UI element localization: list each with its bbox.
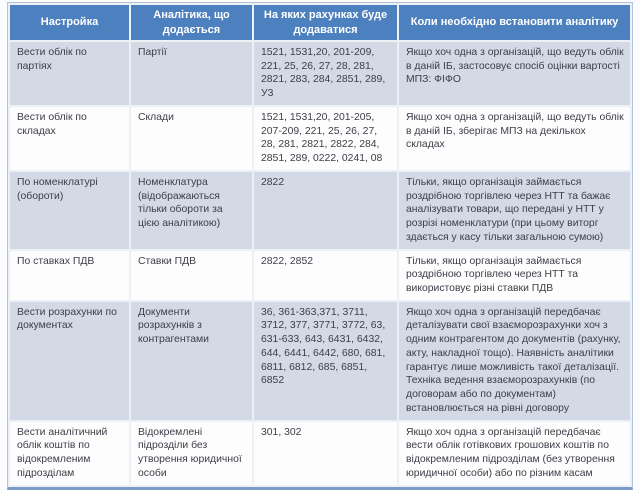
cell-setting: По ставках ПДВ [10,251,129,300]
cell-setting: Вести розрахунки по документах [10,302,129,420]
settings-analytics-table [8,3,632,487]
cell-accounts: 1521, 1531,20, 201-209, 221, 25, 26, 27, 28, 281, 2821, 283, 284, 2851, 289, У3 [254,42,397,105]
table-row [10,422,630,485]
header-row [10,5,630,40]
cell-accounts: 1521, 1531,20, 201-205, 207-209, 221, 25, 26, 27, 28, 281, 2821, 2822, 284, 2851, 289, 0222, 0241, 08 [254,107,397,170]
table-row [10,172,630,249]
cell-analytics: Номенклатура (відображаються тільки обороти за цією аналітикою) [131,172,252,249]
cell-setting: По номенклатурі (обороти) [10,172,129,249]
column-header-setting: Настройка [10,5,129,40]
table-row [10,251,630,300]
cell-setting: Вести облік по складах [10,107,129,170]
cell-accounts: 301, 302 [254,422,397,485]
cell-when: Якщо хоч одна з організацій, що ведуть облік в даній ІБ, зберігає МПЗ на декількох складах [399,107,630,170]
table-row [10,107,630,170]
cell-analytics: Документи розрахунків з контрагентами [131,302,252,420]
cell-when: Якщо хоч одна з організацій передбачає деталізувати свої взаєморозрахунки хоч з одним контрагентом до документів (рахунку, акту, накладної тощо). Наявність аналітики гарантує лише можливість такої деталізації. Техніка ведення взаєморозрахунків (по договорам або по документам) встановлюється на рівні договору [399,302,630,420]
table-row [10,42,630,105]
cell-analytics: Ставки ПДВ [131,251,252,300]
cell-when: Тільки, якщо організація займається роздрібною торгівлею через НТТ та використовує різні ставки ПДВ [399,251,630,300]
cell-setting: Вести аналітичний облік коштів по відокремленим підрозділам [10,422,129,485]
cell-accounts: 2822 [254,172,397,249]
cell-when: Тільки, якщо організація займається роздрібною торгівлею через НТТ та бажає аналізувати товари, що передані у НТТ у розрізі номенклатури (при цьому виторг здається у касу тільки загальною сумою) [399,172,630,249]
cell-setting: Вести облік по партіях [10,42,129,105]
cell-when: Якщо хоч одна з організацій передбачає вести облік готівкових грошових коштів по відокремленим підрозділам (без утворення юридичної особи) або по різним касам [399,422,630,485]
table-row [10,302,630,420]
cell-analytics: Партії [131,42,252,105]
column-header-when: Коли необхідно встановити аналітику [399,5,630,40]
cell-analytics: Відокремлені підрозділи без утворення юридичної особи [131,422,252,485]
column-header-analytics: Аналітика, що додається [131,5,252,40]
cell-accounts: 2822, 2852 [254,251,397,300]
settings-analytics-table-container [7,2,633,490]
column-header-accounts: На яких рахунках буде додаватися [254,5,397,40]
cell-when: Якщо хоч одна з організацій, що ведуть облік в даній ІБ, застосовує спосіб оцінки вартості МПЗ: ФІФО [399,42,630,105]
cell-accounts: 36, 361-363,371, 3711, 3712, 377, 3771, 3772, 63, 631-633, 643, 6431, 6432, 644, 6441, 6442, 680, 681, 6811, 6812, 685, 6851, 6852 [254,302,397,420]
cell-analytics: Склади [131,107,252,170]
